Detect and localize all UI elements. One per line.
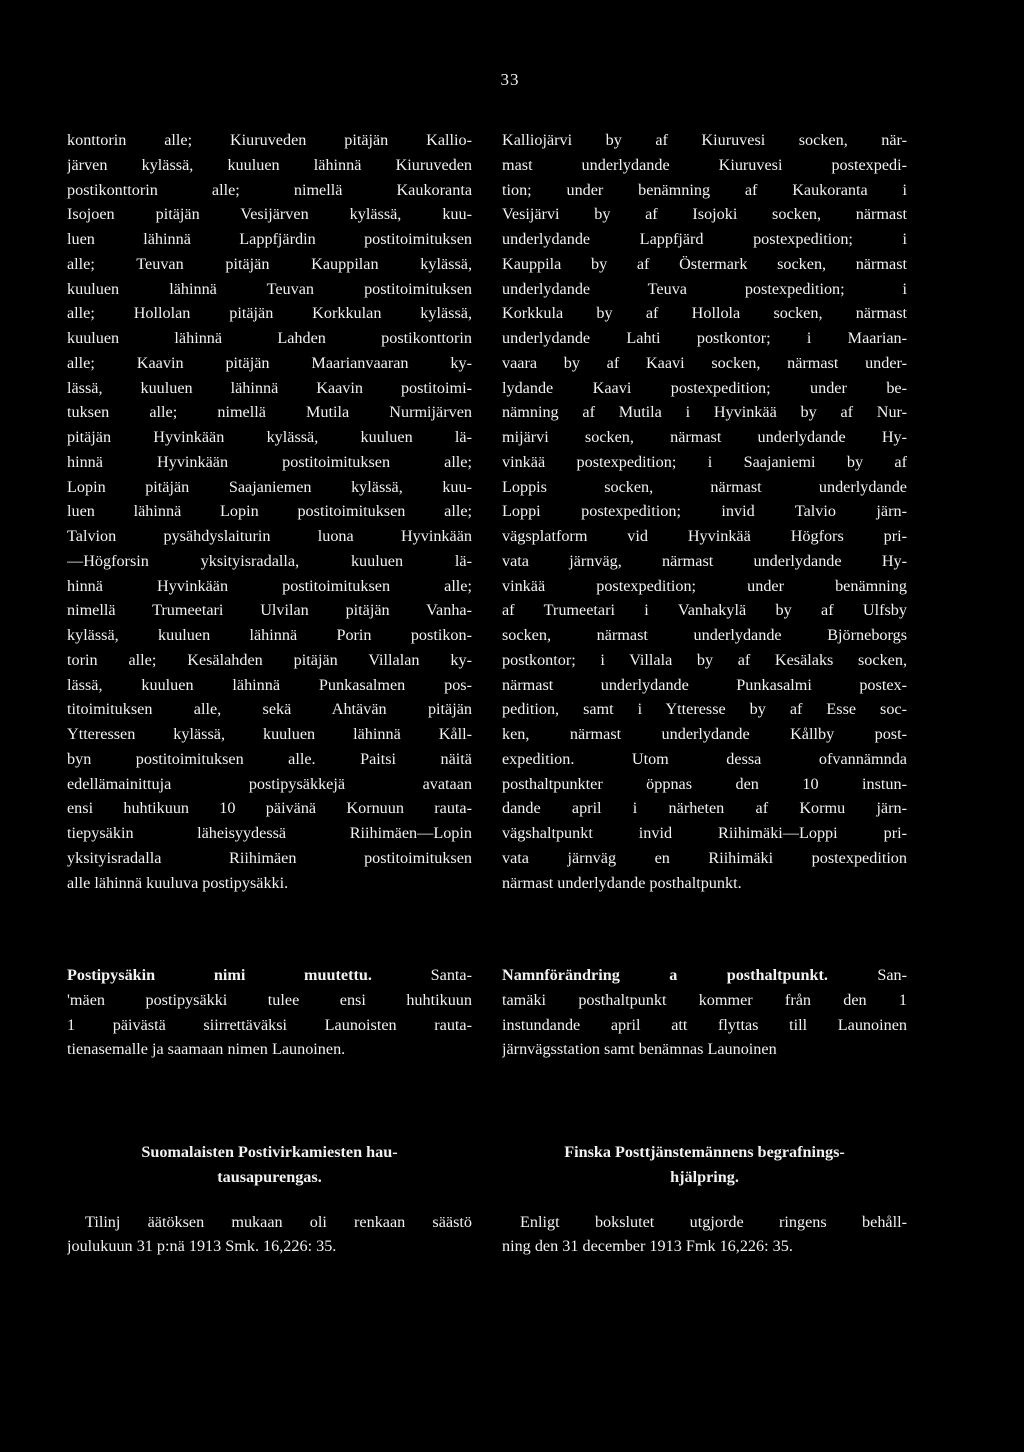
text-line: luen lähinnä Lopin postitoimituksen alle; bbox=[67, 502, 472, 521]
text-line: ken, närmast underlydande Kållby post- bbox=[502, 725, 907, 743]
text-line: titoimituksen alle, sekä Ahtävän pitäjän bbox=[67, 700, 472, 719]
text-line: af Trumeetari i Vanhakylä by af Ulfsby bbox=[502, 601, 907, 620]
text-line: alle; Teuvan pitäjän Kauppilan kylässä, bbox=[67, 254, 472, 273]
finnish-name-change-notice bbox=[67, 963, 472, 1062]
text-line: kuuluen lähinnä Teuvan postitoimituksen bbox=[67, 279, 472, 298]
notice-line: instundande april att flyttas till Launoinen bbox=[502, 1015, 907, 1034]
text-line: mijärvi socken, närmast underlydande Hy- bbox=[502, 428, 907, 446]
notice-line: Tilinj äätöksen mukaan oli renkaan säästö bbox=[85, 1212, 472, 1231]
swedish-paragraph bbox=[502, 128, 907, 895]
text-line: lydande Kaavi postexpedition; under be- bbox=[502, 378, 907, 397]
page-number: 33 bbox=[500, 70, 520, 89]
finnish-paragraph bbox=[67, 128, 472, 895]
text-line: pedition, samt i Ytteresse by af Esse soc- bbox=[502, 700, 907, 719]
text-line: tion; under benämning af Kaukoranta i bbox=[502, 180, 907, 199]
text-line: tiepysäkin läheisyydessä Riihimäen—Lopin bbox=[67, 824, 472, 842]
text-line: järven kylässä, kuuluen lähinnä Kiuruveden bbox=[67, 155, 472, 174]
text-line: underlydande Lahti postkontor; i Maarian- bbox=[502, 329, 907, 347]
notice-line: ning den 31 december 1913 Fmk 16,226: 35. bbox=[502, 1237, 793, 1256]
text-line: luen lähinnä Lappfjärdin postitoimituksen bbox=[67, 230, 472, 248]
notice-paragraph bbox=[67, 963, 472, 1062]
text-line: nämning af Mutila i Hyvinkää by af Nur- bbox=[502, 403, 907, 422]
heading-line: Finska Posttjänstemännens begrafnings- bbox=[564, 1143, 845, 1161]
text-line: Kauppila by af Östermark socken, närmast bbox=[502, 254, 907, 273]
text-line: lässä, kuuluen lähinnä Kaavin postitoimi- bbox=[67, 378, 472, 397]
text-line: socken, närmast underlydande Björneborgs bbox=[502, 626, 907, 644]
text-line: Lopin pitäjän Saajaniemen kylässä, kuu- bbox=[67, 477, 472, 496]
text-line: Isojoen pitäjän Vesijärven kylässä, kuu- bbox=[67, 205, 472, 224]
notice-line: järnvägsstation samt benämnas Launoinen bbox=[502, 1040, 777, 1059]
swedish-burial-fund-notice bbox=[502, 1140, 907, 1259]
text-line: mast underlydande Kiuruvesi postexpedi- bbox=[502, 155, 907, 174]
text-line: byn postitoimituksen alle. Paitsi näitä bbox=[67, 749, 472, 768]
text-line: kylässä, kuuluen lähinnä Porin postikon- bbox=[67, 626, 472, 644]
text-line: lässä, kuuluen lähinnä Punkasalmen pos- bbox=[67, 675, 472, 694]
text-line: postkontor; i Villala by af Kesälaks socken, bbox=[502, 650, 907, 669]
text-line: expedition. Utom dessa ofvannämnda bbox=[502, 749, 907, 768]
text-line: vata järnväg en Riihimäki postexpedition bbox=[502, 848, 907, 867]
notice-paragraph bbox=[502, 963, 907, 1062]
text-line: —Högforsin yksityisradalla, kuuluen lä- bbox=[67, 551, 472, 570]
text-line: underlydande Lappfjärd postexpedition; i bbox=[502, 230, 907, 248]
text-line: kuuluen lähinnä Lahden postikonttorin bbox=[67, 329, 472, 347]
heading-line: Suomalaisten Postivirkamiesten hau- bbox=[141, 1143, 398, 1161]
swedish-main-text bbox=[502, 128, 907, 895]
text-line: närmast underlydande Punkasalmi postex- bbox=[502, 675, 907, 694]
text-line: Loppi postexpedition; invid Talvio järn- bbox=[502, 502, 907, 521]
notice-line: Postipysäkin nimi muutettu. Santa- bbox=[67, 966, 472, 984]
text-line: tuksen alle; nimellä Mutila Nurmijärven bbox=[67, 403, 472, 422]
text-line: dande april i närheten af Kormu järn- bbox=[502, 799, 907, 818]
notice-line: tienasemalle ja saamaan nimen Launoinen. bbox=[67, 1040, 346, 1059]
text-line: Korkkula by af Hollola socken, närmast bbox=[502, 304, 907, 323]
text-line: vägsplatform vid Hyvinkää Högfors pri- bbox=[502, 527, 907, 545]
notice-heading bbox=[67, 1140, 472, 1190]
text-line: nimellä Trumeetari Ulvilan pitäjän Vanha- bbox=[67, 601, 472, 620]
text-line: konttorin alle; Kiuruveden pitäjän Kallio- bbox=[67, 131, 472, 149]
text-line: posthaltpunkter öppnas den 10 instun- bbox=[502, 774, 907, 793]
notice-line: Namnförändring a posthaltpunkt. San- bbox=[502, 966, 907, 984]
text-line: vaara by af Kaavi socken, närmast under- bbox=[502, 353, 907, 372]
text-line: hinnä Hyvinkään postitoimituksen alle; bbox=[67, 576, 472, 595]
text-line: torin alle; Kesälahden pitäjän Villalan ky- bbox=[67, 650, 472, 669]
notice-paragraph bbox=[502, 1210, 907, 1260]
heading-line: hjälpring. bbox=[670, 1167, 739, 1186]
notice-line: Enligt bokslutet utgjorde ringens behåll- bbox=[520, 1212, 907, 1231]
text-line: vata järnväg, närmast underlydande Hy- bbox=[502, 551, 907, 570]
text-line: Vesijärvi by af Isojoki socken, närmast bbox=[502, 205, 907, 224]
text-line: vägshaltpunkt invid Riihimäki—Loppi pri- bbox=[502, 824, 907, 842]
notice-line: 1 päivästä siirrettäväksi Launoisten rauta- bbox=[67, 1015, 472, 1034]
notice-heading: Postipysäkin nimi muutettu. bbox=[67, 966, 372, 984]
finnish-burial-fund-notice bbox=[67, 1140, 472, 1259]
swedish-name-change-notice bbox=[502, 963, 907, 1062]
text-line: ensi huhtikuun 10 päivänä Kornuun rauta- bbox=[67, 799, 472, 818]
text-line: vinkää postexpedition; under benämning bbox=[502, 576, 907, 595]
text-line: yksityisradalla Riihimäen postitoimituksen bbox=[67, 848, 472, 867]
notice-line: 'mäen postipysäkki tulee ensi huhtikuun bbox=[67, 990, 472, 1009]
notice-line: tamäki posthaltpunkt kommer från den 1 bbox=[502, 990, 907, 1009]
text-line: pitäjän Hyvinkään kylässä, kuuluen lä- bbox=[67, 428, 472, 446]
notice-heading: Namnförändring a posthaltpunkt. bbox=[502, 966, 828, 984]
text-line: hinnä Hyvinkään postitoimituksen alle; bbox=[67, 452, 472, 471]
text-line: underlydande Teuva postexpedition; i bbox=[502, 279, 907, 298]
text-line: edellämainittuja postipysäkkejä avataan bbox=[67, 774, 472, 793]
text-line: Kalliojärvi by af Kiuruvesi socken, när- bbox=[502, 131, 907, 149]
text-line: alle; Hollolan pitäjän Korkkulan kylässä, bbox=[67, 304, 472, 323]
heading-line: tausapurengas. bbox=[217, 1167, 322, 1186]
notice-heading bbox=[502, 1140, 907, 1190]
text-line: postikonttorin alle; nimellä Kaukoranta bbox=[67, 180, 472, 199]
text-line: Loppis socken, närmast underlydande bbox=[502, 477, 907, 496]
notice-line: joulukuun 31 p:nä 1913 Smk. 16,226: 35. bbox=[67, 1237, 337, 1256]
finnish-main-text bbox=[67, 128, 472, 895]
text-line: Talvion pysähdyslaiturin luona Hyvinkään bbox=[67, 527, 472, 545]
notice-paragraph bbox=[67, 1210, 472, 1260]
text-line: Ytteressen kylässä, kuuluen lähinnä Kåll- bbox=[67, 725, 472, 743]
text-line: vinkää postexpedition; i Saajaniemi by af bbox=[502, 452, 907, 471]
text-line: alle; Kaavin pitäjän Maarianvaaran ky- bbox=[67, 353, 472, 372]
text-line: alle lähinnä kuuluva postipysäkki. bbox=[67, 873, 289, 892]
text-line: närmast underlydande posthaltpunkt. bbox=[502, 873, 742, 892]
